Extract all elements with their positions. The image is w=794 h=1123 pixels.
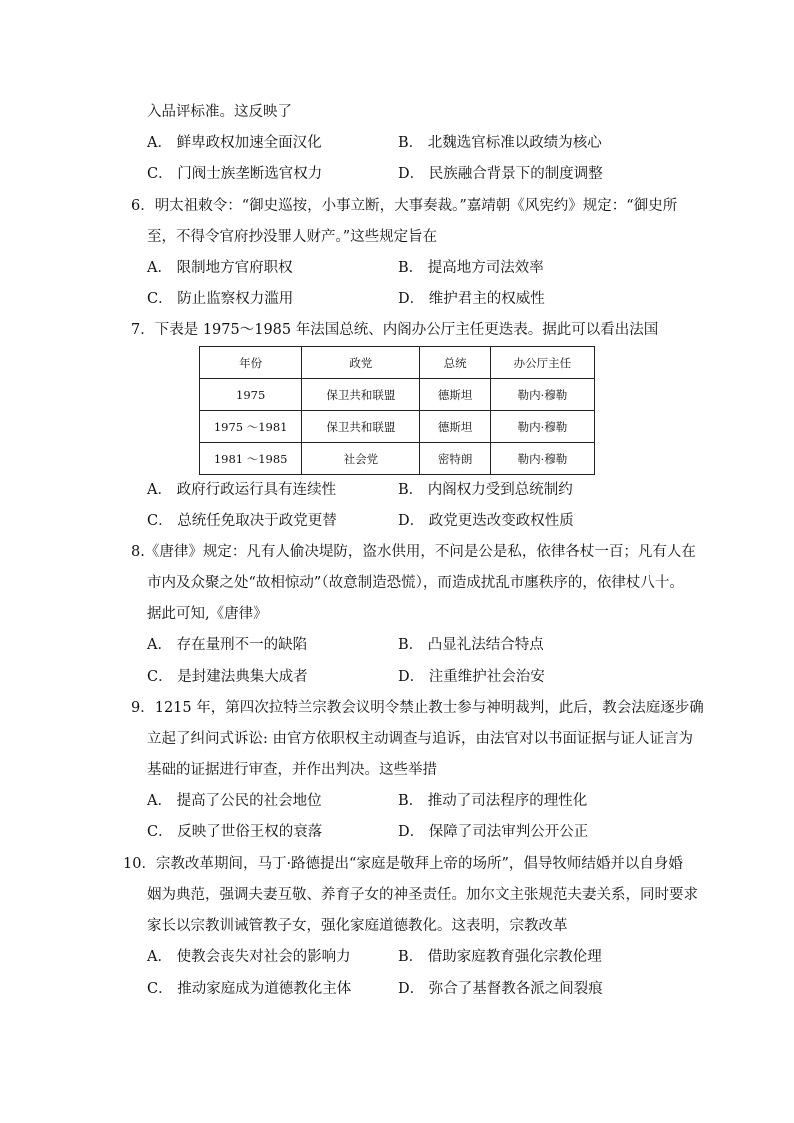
q7-option-b[interactable]: B． 内阁权力受到总统制约 [398,482,573,498]
q9-option-a[interactable]: A． 提高了公民的社会地位 [147,793,322,809]
q10-option-b[interactable]: B． 借助家庭教育强化宗教伦理 [398,949,602,965]
table-cell: 保卫共和联盟 [302,379,420,411]
q9-option-d[interactable]: D． 保障了司法审判公开公正 [398,824,589,840]
q10-stem-line-1: 10．宗教改革期间，马丁·路德提出“家庭是敬拜上帝的场所”，倡导牧师结婚并以自身婚 [123,856,683,872]
q7-option-c[interactable]: C． 总统任免取决于政党更替 [147,513,337,529]
q8-option-a[interactable]: A． 存在量刑不一的缺陷 [147,637,308,653]
table-cell: 社会党 [302,443,420,475]
table-cell: 1981 ～1985 [200,443,302,475]
q10-option-d[interactable]: D． 弥合了基督教各派之间裂痕 [398,981,603,997]
table-header-cell: 总统 [420,347,490,379]
q9-option-b[interactable]: B． 推动了司法程序的理性化 [398,793,588,809]
table-header-row [200,347,595,379]
q10-option-c[interactable]: C． 推动家庭成为道德教化主体 [147,981,352,997]
table-cell: 勒内·穆勒 [490,411,594,443]
q7-table [199,346,595,475]
table-cell: 德斯坦 [420,411,490,443]
q7-option-a[interactable]: A． 政府行政运行具有连续性 [147,482,337,498]
q10-stem-line-2: 姻为典范，强调夫妻互敬、养育子女的神圣责任。加尔文主张规范夫妻关系，同时要求 [147,887,698,903]
q8-stem-line-2: 市内及众聚之处“故相惊动”（故意制造恐慌），而造成扰乱市廛秩序的，依律杖八十。 [147,575,684,591]
q5-option-b[interactable]: B． 北魏选官标准以政绩为核心 [398,135,602,151]
q6-option-d[interactable]: D． 维护君主的权威性 [398,291,545,307]
table-header-cell: 年份 [200,347,302,379]
table-cell: 密特朗 [420,443,490,475]
q9-stem-line-2: 立起了纠问式诉讼: 由官方依职权主动调查与追诉，由法官对以书面证据与证人证言为 [147,731,693,747]
table-row [200,443,595,475]
q5-option-c[interactable]: C． 门阀士族垄断选官权力 [147,166,323,182]
q6-stem-line-1: 6．明太祖敕令：“御史巡按，小事立断，大事奏裁。”嘉靖朝《风宪约》规定：“御史所 [131,198,678,214]
q6-option-b[interactable]: B． 提高地方司法效率 [398,260,544,276]
table-cell: 保卫共和联盟 [302,411,420,443]
q5-option-a[interactable]: A． 鲜卑政权加速全面汉化 [147,135,322,151]
q6-option-a[interactable]: A． 限制地方官府职权 [147,260,293,276]
table-cell: 1975 [200,379,302,411]
q5-stem-continuation: 入品评标准。这反映了 [147,104,292,120]
table-cell: 德斯坦 [420,379,490,411]
q10-stem-line-3: 家长以宗教训诫管教子女，强化家庭道德教化。这表明，宗教改革 [147,918,568,934]
table-cell: 1975 ～1981 [200,411,302,443]
q8-option-d[interactable]: D． 注重维护社会治安 [398,669,545,685]
q7-option-d[interactable]: D． 政党更迭改变政权性质 [398,513,574,529]
q6-stem-line-2: 至，不得令官府抄没罪人财产。”这些规定旨在 [147,229,438,245]
table-cell: 勒内·穆勒 [490,379,594,411]
q9-stem-line-3: 基础的证据进行审查，并作出判决。这些举措 [147,762,437,778]
q10-option-a[interactable]: A． 使教会丧失对社会的影响力 [147,949,351,965]
table-row [200,411,595,443]
q8-stem-line-1: 8.《唐律》规定：凡有人偷决堤防，盗水供用，不问是公是私，依律各杖一百；凡有人在 [131,544,696,560]
q5-option-d[interactable]: D． 民族融合背景下的制度调整 [398,166,603,182]
table-header-cell: 办公厅主任 [490,347,594,379]
q8-stem-line-3: 据此可知,《唐律》 [147,606,268,622]
q6-option-c[interactable]: C． 防止监察权力滥用 [147,291,294,307]
table-cell: 勒内·穆勒 [490,443,594,475]
q9-option-c[interactable]: C． 反映了世俗王权的衰落 [147,824,323,840]
q8-option-c[interactable]: C． 是封建法典集大成者 [147,669,308,685]
q8-option-b[interactable]: B． 凸显礼法结合特点 [398,637,544,653]
table-header-cell: 政党 [302,347,420,379]
q7-stem-line-1: 7．下表是 1975～1985 年法国总统、内阁办公厅主任更迭表。据此可以看出法国 [131,322,659,338]
table-row [200,379,595,411]
q9-stem-line-1: 9．1215 年，第四次拉特兰宗教会议明令禁止教士参与神明裁判，此后，教会法庭逐步确 [131,700,704,716]
